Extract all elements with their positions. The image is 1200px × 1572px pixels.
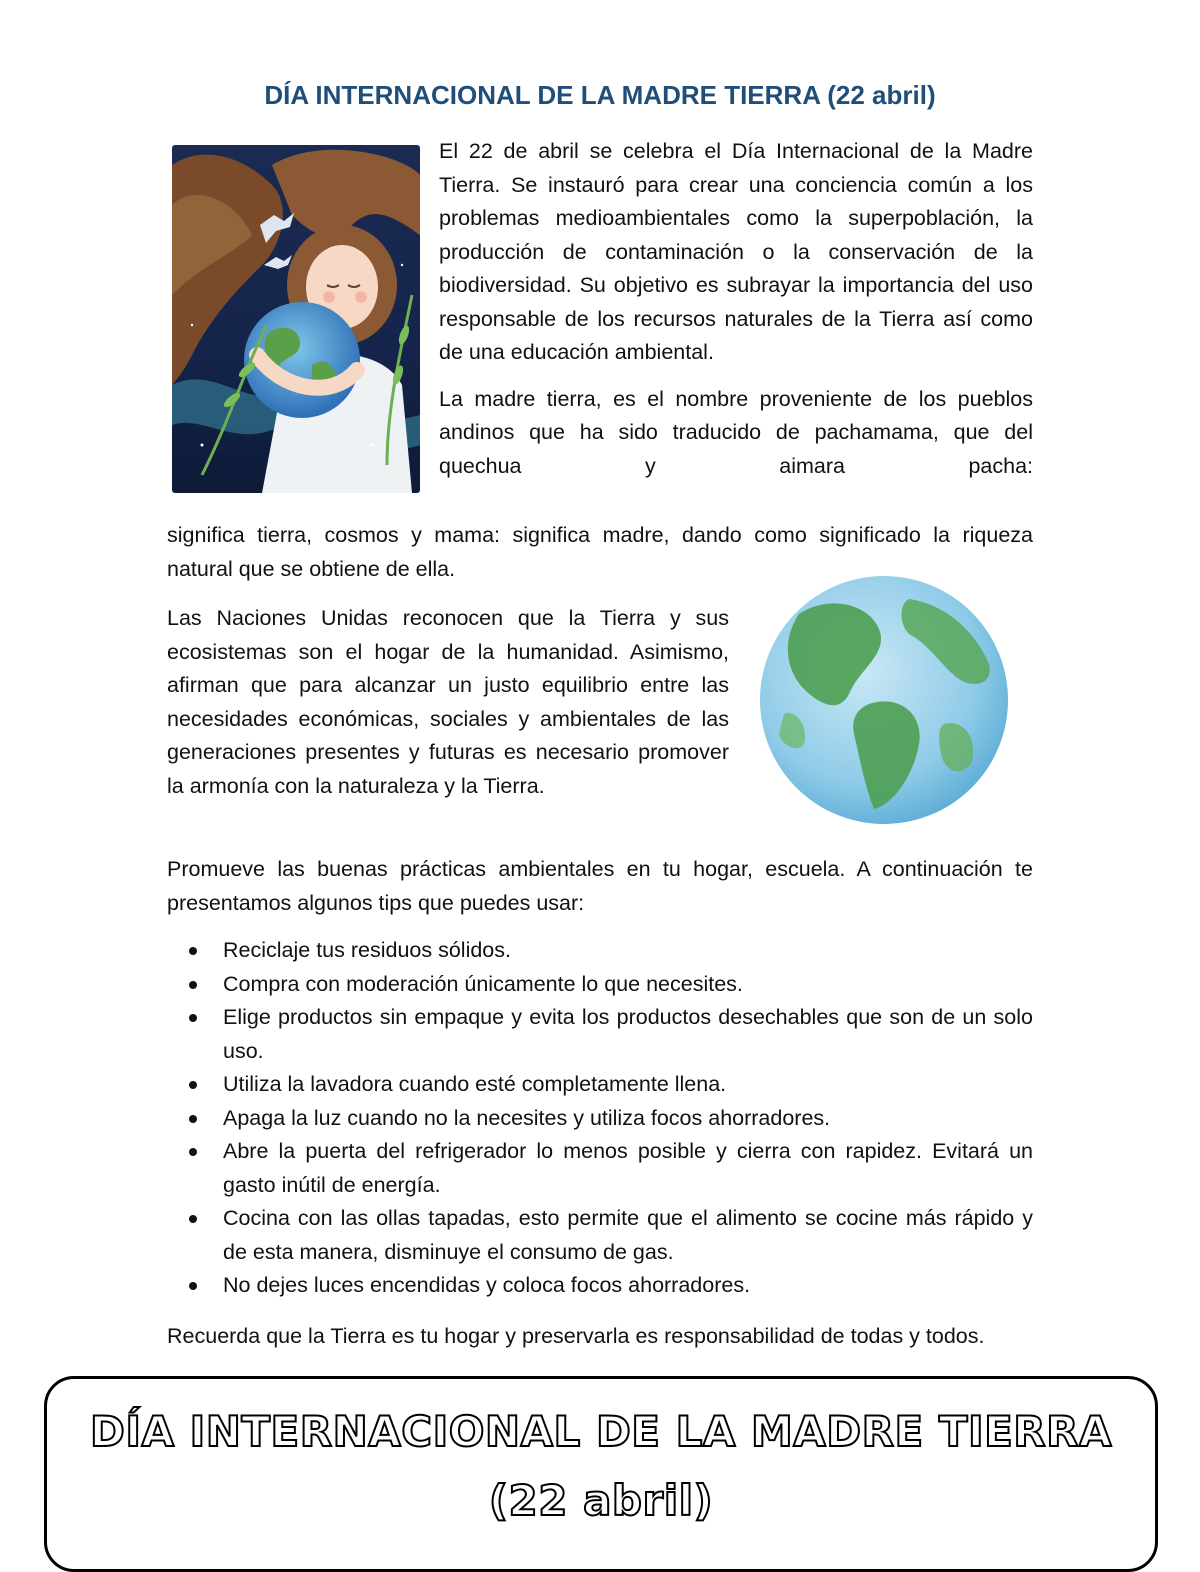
un-paragraph: Las Naciones Unidas reconocen que la Tierra y sus ecosistemas son el hogar de la humanidad. Asimismo, afirman que para alcanzar un justo equilibrio entre las necesidades económicas, sociales y ambientales de las generaciones presentes y futuras es necesario promover la armonía con la naturaleza y la Tierra. bbox=[167, 606, 729, 798]
list-item: Reciclaje tus residuos sólidos. bbox=[167, 934, 1033, 968]
title-banner bbox=[44, 1376, 1158, 1572]
banner-title-line2: (22 abril) bbox=[488, 1476, 714, 1525]
tips-list bbox=[167, 934, 1033, 1303]
pachamama-paragraph-start: La madre tierra, es el nombre proveniente de los pueblos andinos que ha sido traducido de pachamama, que del quechua y aimara pacha: bbox=[439, 386, 1033, 478]
page-title: DÍA INTERNACIONAL DE LA MADRE TIERRA (22 abril) bbox=[264, 80, 936, 110]
banner-title-line1: DÍA INTERNACIONAL DE LA MADRE TIERRA bbox=[90, 1407, 1112, 1456]
list-item: Cocina con las ollas tapadas, esto permite que el alimento se cocine más rápido y de esta manera, disminuye el consumo de gas. bbox=[167, 1202, 1033, 1269]
woman-hugging-earth-illustration bbox=[172, 145, 420, 493]
pachamama-paragraph-end: significa tierra, cosmos y mama: significa madre, dando como significado la riqueza natural que se obtiene de ella. bbox=[167, 523, 1033, 581]
list-item: No dejes luces encendidas y coloca focos ahorradores. bbox=[167, 1269, 1033, 1303]
closing-paragraph: Recuerda que la Tierra es tu hogar y preservarla es responsabilidad de todas y todos. bbox=[167, 1324, 985, 1348]
list-item: Elige productos sin empaque y evita los productos desechables que son de un solo uso. bbox=[167, 1001, 1033, 1068]
practices-intro: Promueve las buenas prácticas ambientales en tu hogar, escuela. A continuación te presentamos algunos tips que puedes usar: bbox=[167, 857, 1033, 915]
list-item: Utiliza la lavadora cuando esté completamente llena. bbox=[167, 1068, 1033, 1102]
list-item: Abre la puerta del refrigerador lo menos posible y cierra con rapidez. Evitará un gasto inútil de energía. bbox=[167, 1135, 1033, 1202]
watercolor-globe-image bbox=[759, 574, 1009, 826]
intro-paragraph: El 22 de abril se celebra el Día Internacional de la Madre Tierra. Se instauró para crear una conciencia común a los problemas medioambientales como la superpoblación, la producción de contaminación o la conservación de la biodiversidad. Su objetivo es subrayar la importancia del uso responsable de los recursos naturales de la Tierra así como de una educación ambiental. bbox=[439, 139, 1033, 364]
list-item: Compra con moderación únicamente lo que necesites. bbox=[167, 968, 1033, 1002]
list-item: Apaga la luz cuando no la necesites y utiliza focos ahorradores. bbox=[167, 1102, 1033, 1136]
